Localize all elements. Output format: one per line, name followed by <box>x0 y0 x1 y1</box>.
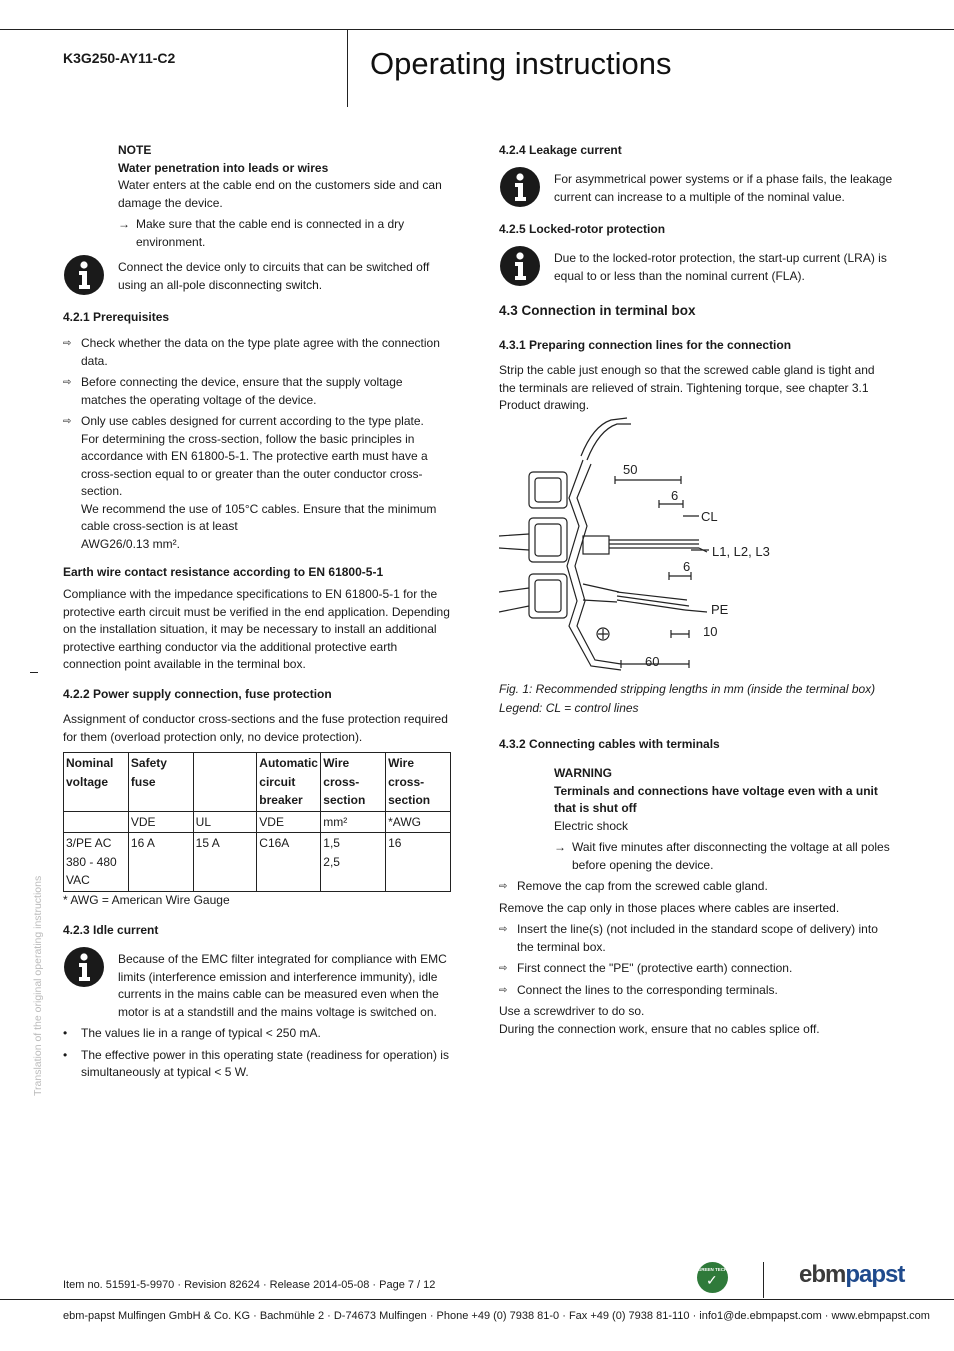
warning-action: → Wait five minutes after disconnecting the voltage at all poles before opening the device. <box>554 840 890 872</box>
ebmpapst-logo: ebmpapst <box>799 1261 905 1288</box>
earth-text: Compliance with the impedance specifications to EN 61800-5-1 for the protective earth circuit must be verified in the end application. Depending on the installation situation, it may be necessary to install an additional protective earthing conductor via the additional protective earth connection point available in the terminal box. <box>63 587 450 671</box>
arrow-right-icon: → <box>554 840 566 854</box>
table-cell: mm² <box>321 811 386 833</box>
info-icon <box>63 946 105 988</box>
info-icon <box>499 245 541 287</box>
table-cell: Wire cross-section <box>386 753 451 812</box>
list-item: ⇨ First connect the "PE" (protective earth) connection. <box>499 960 891 978</box>
warning-text: Electric shock <box>554 818 629 833</box>
table-cell: 16 <box>386 833 451 892</box>
table-cell: VDE <box>128 811 193 833</box>
dim-label-6b: 6 <box>683 559 691 574</box>
margin-mark <box>30 672 38 673</box>
model-number: K3G250-AY11-C2 <box>63 50 176 66</box>
table-cell: C16A <box>257 833 321 892</box>
list-item: ⇨ Connect the lines to the corresponding terminals. <box>499 982 891 1000</box>
list-item: • The values lie in a range of typical < 250 mA. <box>63 1025 453 1043</box>
section-43-heading: 4.3 Connection in terminal box <box>499 303 696 318</box>
page-title: Operating instructions <box>370 46 672 81</box>
dim-label-10: 10 <box>703 624 718 639</box>
table-cell: 1,5 2,5 <box>321 833 386 892</box>
label-pe: PE <box>711 602 729 617</box>
note-label: NOTE <box>118 143 152 157</box>
dim-label-6a: 6 <box>671 488 679 503</box>
connecting-steps <box>499 878 891 1038</box>
cap-note: Remove the cap only in those places where cables are inserted. <box>499 900 840 915</box>
figure-legend: Legend: CL = control lines <box>499 701 639 715</box>
warning-block <box>554 765 890 874</box>
table-row <box>64 833 451 892</box>
note-heading: Water penetration into leads or wires <box>118 160 329 175</box>
fuse-table <box>63 752 451 892</box>
section-422-heading: 4.2.2 Power supply connection, fuse protection <box>63 687 332 701</box>
table-cell: Nominal voltage <box>64 753 129 812</box>
footer-company-line: ebm-papst Mulfingen GmbH & Co. KG · Bachmühle 2 · D-74673 Mulfingen · Phone +49 (0) 7938 81-0 · Fax +49 (0) 7938 81-110 · info1@de.ebmpapst.com · www.ebmpapst.com <box>63 1310 930 1322</box>
table-row <box>64 811 451 833</box>
arrow-right-icon: → <box>118 217 130 231</box>
label-cl: CL <box>701 509 718 524</box>
list-item: ⇨ Remove the cap from the screwed cable gland. <box>499 878 891 896</box>
table-cell <box>193 753 257 812</box>
list-item: • The effective power in this operating state (readiness for operation) is simultaneously at typical < 5 W. <box>63 1047 449 1079</box>
section-431-text: Strip the cable just enough so that the screwed cable gland is tight and the terminals are relieved of strain. Tightening torque, see chapter 3.1 Product drawing. <box>499 363 875 412</box>
section-423-heading: 4.2.3 Idle current <box>63 923 159 937</box>
bullet-dot-icon: • <box>63 1026 68 1040</box>
list-item: ⇨ Insert the line(s) (not included in the standard scope of delivery) into the terminal box. <box>499 922 878 954</box>
info-icon <box>499 166 541 208</box>
table-cell <box>64 811 129 833</box>
warning-label: WARNING <box>554 766 612 780</box>
info-all-pole-text: Connect the device only to circuits that can be switched off using an all-pole disconnecting switch. <box>118 260 430 292</box>
arrow-bullet-icon: ⇨ <box>499 963 508 974</box>
table-cell: 16 A <box>128 833 193 892</box>
note-action: → Make sure that the cable end is connected in a dry environment. <box>118 217 405 249</box>
table-cell: VDE <box>257 811 321 833</box>
idle-current-list <box>63 1025 453 1082</box>
prerequisites-list <box>63 335 451 553</box>
table-cell: Safety fuse <box>128 753 193 812</box>
idle-current-info: Because of the EMC filter integrated for compliance with EMC limits (interference emission and interference immunity), idle currents in the mains cable can be measured even when the motor is at a standstill and the mains voltage is switched on. <box>118 952 447 1019</box>
table-cell: Automatic circuit breaker <box>257 753 321 812</box>
stripping-lengths-figure <box>499 416 779 678</box>
arrow-bullet-icon: ⇨ <box>63 377 72 388</box>
figure-caption: Fig. 1: Recommended stripping lengths in mm (inside the terminal box) <box>499 682 876 696</box>
warning-heading: Terminals and connections have voltage even with a unit that is shut off <box>554 783 878 815</box>
table-row <box>64 753 451 812</box>
section-432-heading: 4.3.2 Connecting cables with terminals <box>499 737 720 751</box>
locked-rotor-info: Due to the locked-rotor protection, the start-up current (LRA) is equal to or less than the nominal current (FLA). <box>554 251 887 283</box>
earth-heading: Earth wire contact resistance according to EN 61800-5-1 <box>63 565 384 579</box>
bullet-dot-icon: • <box>63 1047 68 1062</box>
arrow-bullet-icon: ⇨ <box>63 338 72 349</box>
leakage-current-info: For asymmetrical power systems or if a phase fails, the leakage current can increase to a multiple of the nominal value. <box>554 172 893 204</box>
table-cell: 3/PE AC 380 - 480 VAC <box>64 833 129 892</box>
dim-label-60: 60 <box>645 654 660 669</box>
arrow-bullet-icon: ⇨ <box>499 984 508 996</box>
table-cell: UL <box>193 811 257 833</box>
list-item: ⇨ Before connecting the device, ensure that the supply voltage matches the operating voltage of the device. <box>63 375 403 407</box>
table-cell: *AWG <box>386 811 451 833</box>
list-item: ⇨ Only use cables designed for current according to the type plate. For determining the cross-section, follow the basic principles in accordance with EN 61800-5-1. The protective earth must have a cross-section equal to or greater than the outer conductor cross-section. We recommend the use of 105°C cables. Ensure that the minimum cable cross-section is at least AWG26/0.13 mm². <box>63 414 437 551</box>
green-tech-badge-icon: GREEN TECH ✓ <box>697 1262 728 1293</box>
footer-item-line: Item no. 51591-5-9970 · Revision 82624 · Release 2014-05-08 · Page 7 / 12 <box>63 1279 436 1291</box>
sidebar-translation-note: Translation of the original operating instructions <box>32 875 44 1096</box>
section-431-heading: 4.3.1 Preparing connection lines for the connection <box>499 338 792 352</box>
section-424-heading: 4.2.4 Leakage current <box>499 143 622 157</box>
footer-divider <box>763 1262 764 1298</box>
header-divider <box>347 29 348 107</box>
screwdriver-note: Use a screwdriver to do so. <box>499 1004 645 1018</box>
footer-rule <box>0 1299 954 1300</box>
section-425-heading: 4.2.5 Locked-rotor protection <box>499 222 666 236</box>
section-422-text: Assignment of conductor cross-sections and the fuse protection required for them (overload protection only, no device protection). <box>63 712 448 744</box>
arrow-bullet-icon: ⇨ <box>499 881 508 892</box>
table-cell: 15 A <box>193 833 257 892</box>
list-item: ⇨ Check whether the data on the type plate agree with the connection data. <box>63 336 440 368</box>
note-block <box>118 142 453 251</box>
arrow-bullet-icon: ⇨ <box>499 924 508 935</box>
label-l123: L1, L2, L3 <box>712 544 770 559</box>
arrow-bullet-icon: ⇨ <box>63 416 72 427</box>
info-icon <box>63 254 105 296</box>
awg-footnote: * AWG = American Wire Gauge <box>63 893 230 907</box>
splice-note: During the connection work, ensure that no cables splice off. <box>499 1021 820 1036</box>
header-top-rule <box>0 29 954 30</box>
section-421-heading: 4.2.1 Prerequisites <box>63 310 170 324</box>
note-text: Water enters at the cable end on the customers side and can damage the device. <box>118 178 442 210</box>
dim-label-50: 50 <box>623 462 638 477</box>
table-cell: Wire cross-section <box>321 753 386 812</box>
